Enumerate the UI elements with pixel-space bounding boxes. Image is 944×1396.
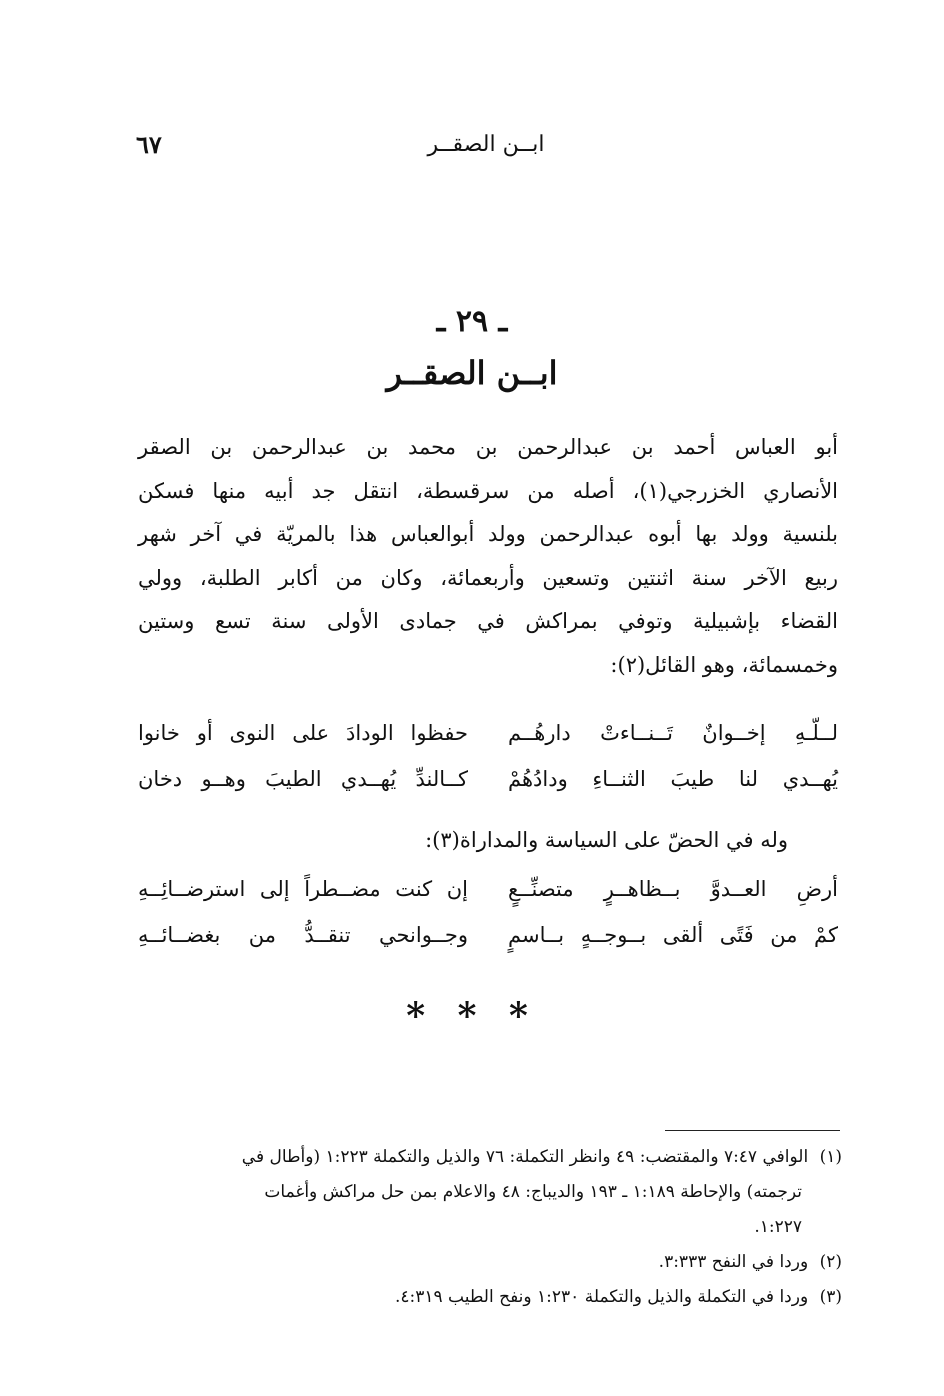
poem-verse (138, 866, 838, 912)
footnote-item (138, 1280, 842, 1315)
running-title: ابــن الصقــر (427, 132, 545, 157)
footnote-divider (665, 1130, 840, 1131)
paragraph-line: ربيع الآخر سنة اثنتين وتسعين وأربعمائة، وكان من أكابر الطلبة، وولي (138, 565, 838, 590)
footnote-text: وردا في التكملة والذيل والتكملة ١:٢٣٠ ونفح الطيب ٤:٣١٩. (394, 1287, 809, 1307)
entry-number: ـ ٢٩ ـ (436, 304, 508, 339)
section-separator: * * * (406, 995, 538, 1037)
paragraph-line: أبو العباس أحمد بن عبدالرحمن بن محمد بن عبدالرحمن بن الصقر (138, 435, 838, 459)
verse-first-hemistich: يُهــدي لنا طيبَ الثنــاءِ ودادُهُمْ (508, 767, 838, 791)
poem-first (138, 710, 838, 802)
poem-intro-line: وله في الحضّ على السياسة والمداراة(٣): (425, 828, 788, 852)
footnote-marker: (٣) (819, 1287, 842, 1307)
verse-second-hemistich: كــالندِّ يُهــدي الطيبَ وهــو دخان (138, 767, 468, 791)
footnote-continuation: ترجمته) والإحاطة ١:١٨٩ ـ ١٩٣ والديباج: ٤٨ والاعلام بمن حل مراكش وأغمات (264, 1182, 802, 1202)
footnote-item (138, 1140, 842, 1245)
verse-first-hemistich: كمْ من فَتًى ألقى بــوجــهٍ بــاسمٍ (508, 923, 838, 947)
verse-first-hemistich: لــلّـهِ إخــوانٌ تَــنــاءتْ دارهُــم (508, 721, 838, 745)
footnotes (138, 1140, 842, 1315)
verse-second-hemistich: حفظوا الودادَ على النوى أو خانوا (138, 721, 468, 745)
poem-verse (138, 710, 838, 756)
verse-second-hemistich: وجــوانحي تنقــدُّ من بغضــائــهِ (138, 923, 468, 947)
footnote-item (138, 1245, 842, 1280)
paragraph-line: وخمسمائة، وهو القائل(٢): (610, 652, 838, 677)
poem-verse (138, 756, 838, 802)
paragraph-line: القضاء بإشبيلية وتوفي بمراكش في جمادى الأولى سنة تسع وستين (138, 609, 838, 633)
page-number: ٦٧ (136, 130, 162, 159)
footnote-marker: (٢) (819, 1252, 842, 1272)
footnote-text: الوافي ٧:٤٧ والمقتضب: ٤٩ وانظر التكملة: ٧٦ والذيل والتكملة ١:٢٢٣ (وأطال في (241, 1147, 809, 1167)
poem-verse (138, 912, 838, 958)
verse-second-hemistich: إن كنت مضــطراً إلى استرضــائِــهِ (138, 877, 468, 901)
running-header (130, 128, 842, 162)
poem-second (138, 866, 838, 958)
paragraph-line: بلنسية وولد بها أبوه عبدالرحمن وولد أبوالعباس هذا بالمريّة في آخر شهر (138, 522, 838, 546)
footnote-text: وردا في النفح ٣:٣٣٣. (658, 1252, 809, 1272)
footnote-continuation: ١:٢٢٧. (754, 1217, 802, 1237)
entry-title: ابــن الصقــر (386, 354, 558, 392)
biography-paragraph (138, 426, 838, 687)
footnote-marker: (١) (819, 1147, 842, 1167)
verse-first-hemistich: أرضِ العــدوَّ بــظاهــرٍ متصنِّــعٍ (508, 877, 838, 901)
paragraph-line: الأنصاري الخزرجي(١)، أصله من سرقسطة، انتقل جد أبيه منها فسكن (138, 478, 839, 503)
